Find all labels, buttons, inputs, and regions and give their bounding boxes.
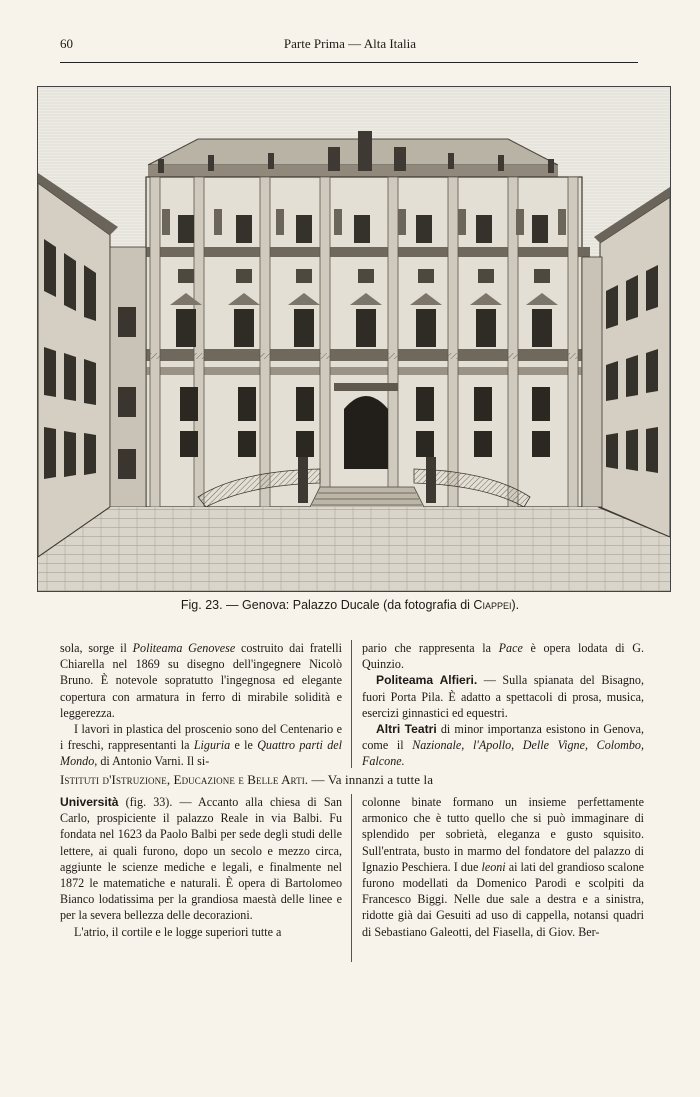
politeama-genovese-title: Politeama Genovese <box>132 641 236 655</box>
palazzo-ducale-illustration <box>38 87 670 591</box>
text-run: di minor importanza esistono in Genova, come il <box>362 722 644 753</box>
colonne-paragraph <box>362 794 644 940</box>
text-run: , di Antonio Varni. Il si- <box>94 754 210 769</box>
text-run: L'atrio, il cortile e le logge superiori tutte a <box>74 924 282 939</box>
lower-left-column <box>60 794 342 940</box>
caption-prefix: Fig. 23. — Genova: Palazzo Ducale (da fotografia di <box>180 598 474 612</box>
text-run: — Sulla spianata del Bisagno, fuori Porta Pila. È adatto a spettacoli di prosa, musica, esercizi ginnastici ed equestri. <box>362 673 644 720</box>
upper-right-column <box>362 640 644 770</box>
atrio-paragraph <box>60 924 342 940</box>
universita-paragraph <box>60 794 342 924</box>
upper-left-column <box>60 640 342 770</box>
figure-caption <box>0 598 700 612</box>
header-rule <box>60 62 638 63</box>
pace-title: Pace <box>498 641 523 655</box>
upper-column-separator <box>351 640 352 768</box>
politeama-alfieri-heading: Politeama Alfieri. <box>376 673 478 688</box>
text-run: colonne binate formano un insieme perfettamente armonico che è tutto quello che si può immaginare di splendido per sobrietà, eleganza e gusto squisito. Sull'entrata, busto in marmo del fondatore del palazzo di Ignazio Peschiera. I due <box>362 795 644 874</box>
text-run: ai lati del grandioso scalone furono modellati da Domenico Parodi e scolpiti da Francesco Biggi. Nelle due sale a destra e a sinistra, ridotte già dai Gesuiti ad uso di cappella, notansi quadri di Sebastiano Galeotti, del Fiasella, di Giov. Ber- <box>362 859 644 939</box>
lower-column-separator <box>351 794 352 962</box>
liguria-title: Liguria <box>193 738 231 753</box>
altri-teatri-heading: Altri Teatri <box>376 722 437 737</box>
text-run: sola, sorge il <box>60 641 133 655</box>
altri-teatri-paragraph <box>362 721 644 770</box>
section-heading-istituti <box>60 772 640 788</box>
figure-palazzo-ducale-engraving <box>37 86 671 592</box>
lower-right-column <box>362 794 644 940</box>
caption-credit: Ciappei <box>473 598 512 612</box>
politeama-alfieri-paragraph <box>362 672 644 721</box>
leoni-word: leoni <box>481 859 506 874</box>
politeama-genovese-paragraph <box>60 640 342 721</box>
quattro-parti-title: Quattro parti del Mondo <box>60 738 343 769</box>
text-run: e le <box>230 738 258 753</box>
section-heading-title: Istituti d'Istruzione, Educazione e Belle Arti. <box>60 772 309 787</box>
page-number: 60 <box>60 36 73 51</box>
text-run: pario che rappresenta la <box>362 641 499 655</box>
text-run: costruito dai fratelli Chiarella nel 1869 su disegno dell'ingegnere Nicolò Bruno. È notevole sopratutto l'ingegnosa ed elegante copertura con armatura in ferro di mirabile solidità e leggerezza. <box>60 641 342 720</box>
text-run: I lavori in plastica del proscenio sono del Centenario e i freschi, rappresentanti la <box>60 722 342 753</box>
proscenio-paragraph <box>60 721 342 770</box>
sipario-paragraph <box>362 640 644 672</box>
running-head: Parte Prima — Alta Italia <box>283 36 417 51</box>
universita-heading: Università <box>60 795 119 809</box>
theatre-names: Nazionale, l'Apollo, Delle Vigne, Colombo, Falcone. <box>362 738 644 769</box>
text-run: è opera lodata di G. Quinzio. <box>362 641 644 672</box>
caption-suffix: ). <box>511 598 520 612</box>
page-header <box>60 36 640 56</box>
text-run: (fig. 33). — Accanto alla chiesa di San Carlo, prospiciente il palazzo Reale in via Balbi. Fu fondata nel 1623 da Paolo Balbi per sede degli studi delle lettere, ai quali furono, dopo un secolo e mezzo circa, aggiunte le scienze mediche e legali, e finalmente nel 1872 le matematiche e naturali. È opera di Bartolomeo Bianco lodatissima per la grandiosa maestà delle linee e per la severa bellezza delle decorazioni. <box>60 795 342 923</box>
section-heading-rest: — Va innanzi a tutte la <box>308 772 434 787</box>
